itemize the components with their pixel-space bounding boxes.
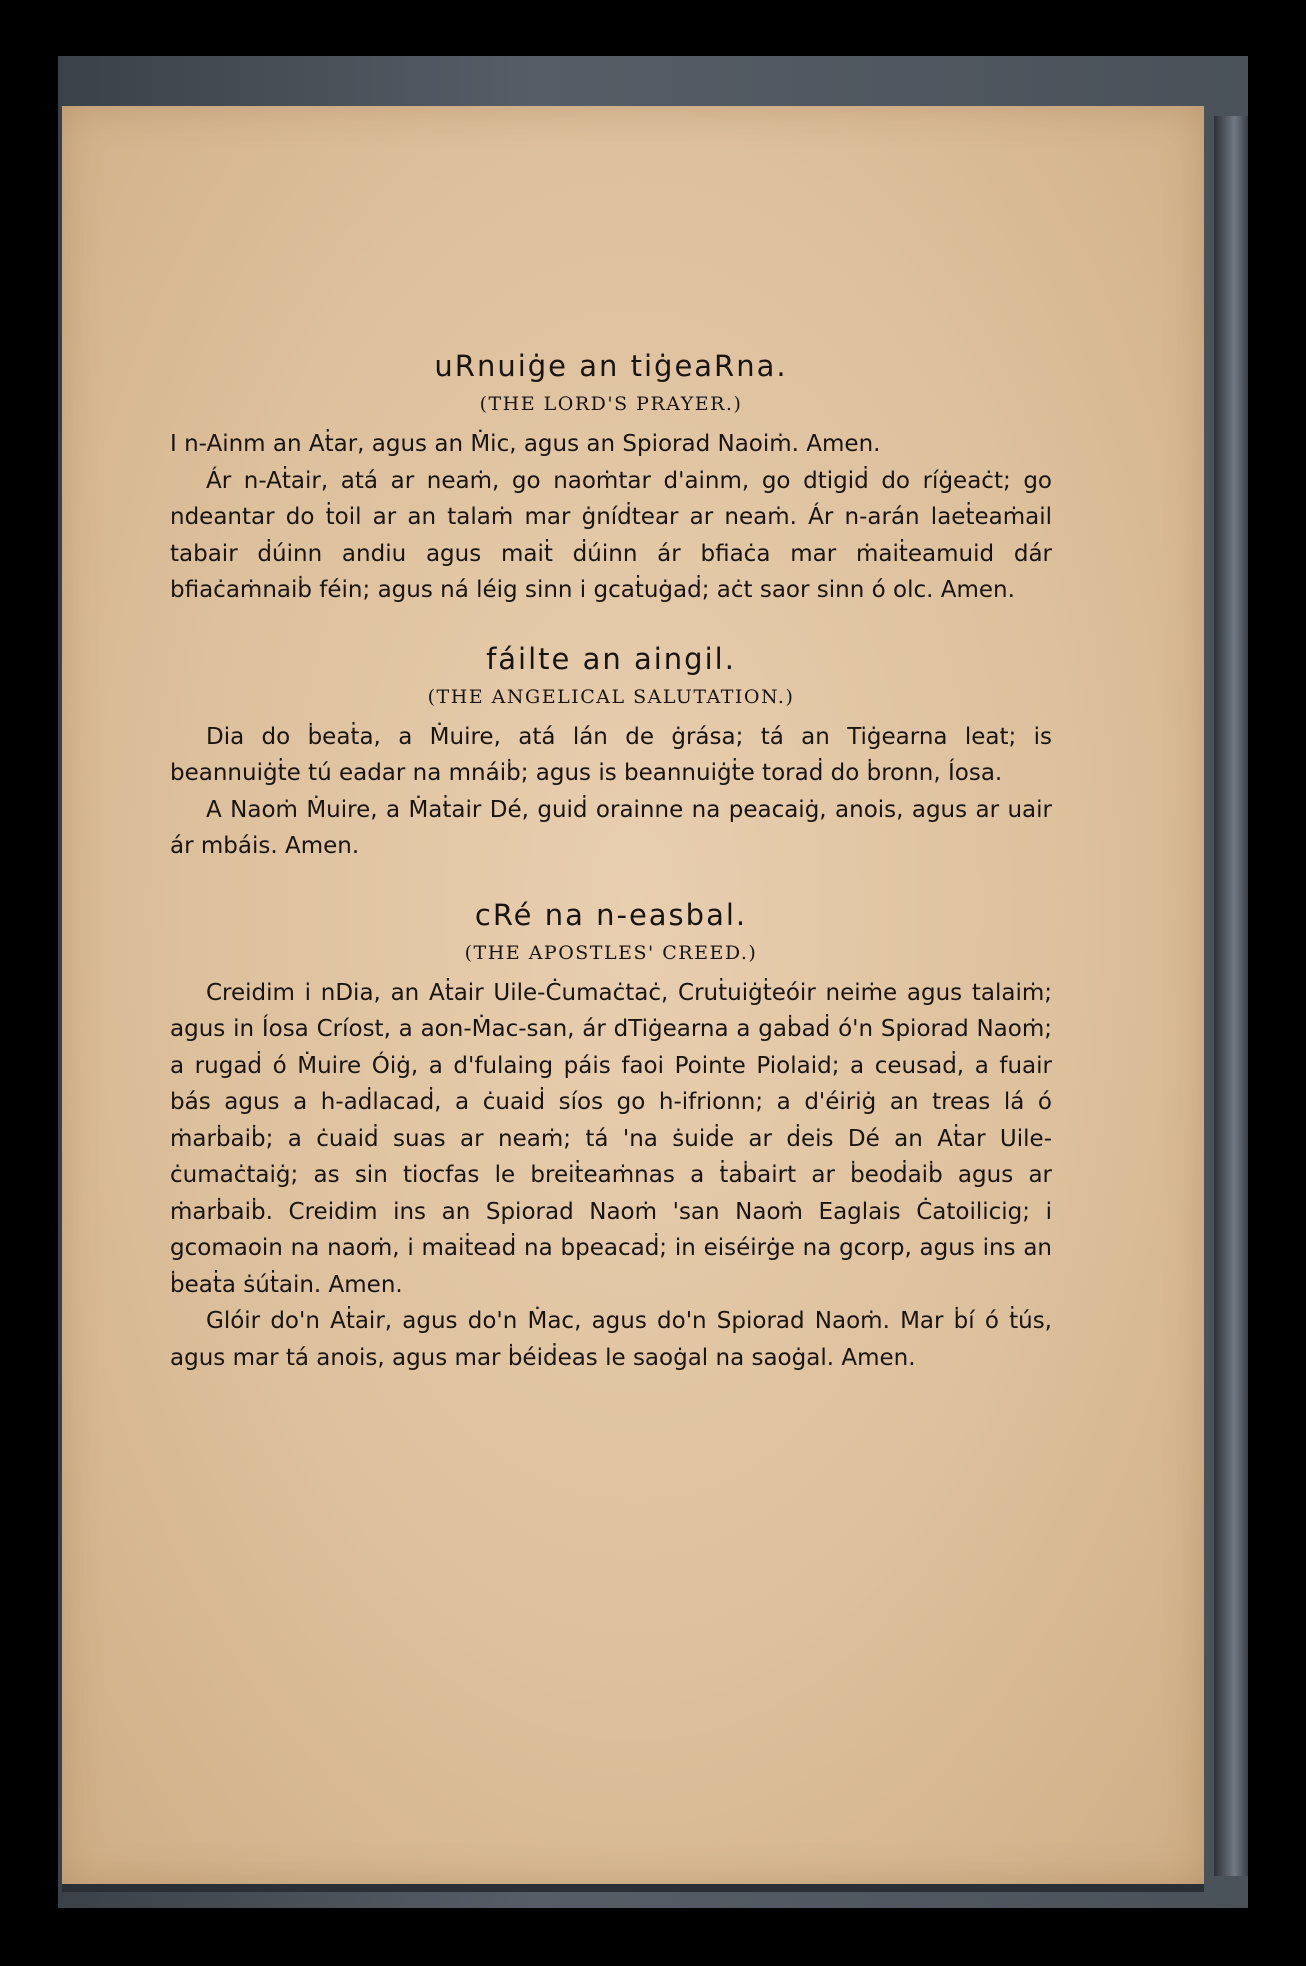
section-title: uRnuiġe an tiġeaRna. bbox=[434, 349, 788, 383]
section-apostles-creed bbox=[170, 895, 1052, 1377]
paragraph: I n-Ainm an Aṫar, agus an Ṁic, agus an Spiorad Naoiṁ. Amen. bbox=[170, 431, 881, 457]
page-content bbox=[170, 346, 1052, 1406]
paragraph: Ár n-Aṫair, atá ar neaṁ, go naoṁtar d'ainm, go dtigiḋ do ríġeaċt; go ndeantar do ṫoil ar an talaṁ mar ġníḋtear ar neaṁ. Ár n-arán laeṫeaṁail tabair ḋúinn andiu agus maiṫ ḋúinn ár bfiaċa mar ṁaiṫeamuid dár bfiaċaṁnaiḃ féin; agus ná léig sinn i gcaṫuġaḋ; aċt saor sinn ó olc. Amen. bbox=[170, 467, 1052, 603]
section-angelical-salutation bbox=[170, 639, 1052, 865]
section-subtitle: (THE APOSTLES' CREED.) bbox=[464, 941, 758, 964]
book-spine-edge bbox=[1214, 116, 1248, 1876]
paragraph: Creidim i nDia, an Aṫair Uile-Ċumaċtaċ, Cruṫuiġṫeóir neiṁe agus talaiṁ; agus in Íosa Críost, a aon-Ṁac-san, ár dTiġearna a gaḃaḋ ó'n Spiorad Naoṁ; a rugaḋ ó Ṁuire Óiġ, a d'fulaing páis faoi Pointe Piolaid; a ceusaḋ, a fuair bás agus a h-aḋlacaḋ, a ċuaiḋ síos go h-ifrionn; a d'éiriġ an treas lá ó ṁarḃaiḃ; a ċuaiḋ suas ar neaṁ; tá 'na ṡuiḋe ar ḋeis Dé an Aṫar Uile-ċumaċtaiġ; as sin tiocfas le breiṫeaṁnas a ṫaḃairt ar ḃeoḋaiḃ agus ar ṁarḃaiḃ. Creidim ins an Spiorad Naoṁ 'san Naoṁ Eaglais Ċatoilicig; i gcomaoin na naoṁ, i maiṫeaḋ na bpeacaḋ; in eiséirġe na gcorp, agus ins an ḃeaṫa ṡúṫain. Amen. bbox=[170, 979, 1052, 1298]
section-subtitle: (THE ANGELICAL SALUTATION.) bbox=[427, 685, 795, 708]
paragraph: Glóir do'n Aṫair, agus do'n Ṁac, agus do'n Spiorad Naoṁ. Mar ḃí ó ṫús, agus mar tá anois, agus mar ḃéiḋeas le saoġal na saoġal. Amen. bbox=[170, 1308, 1052, 1371]
section-lords-prayer bbox=[170, 346, 1052, 609]
section-title: fáilte an aingil. bbox=[486, 641, 736, 676]
paragraph: A Naoṁ Ṁuire, a Ṁaṫair Dé, guiḋ orainne na peacaiġ, anois, agus ar uair ár mbáis. Amen. bbox=[170, 796, 1052, 859]
section-subtitle: (THE LORD'S PRAYER.) bbox=[479, 393, 743, 415]
section-title: cRé na n-easbal. bbox=[474, 897, 748, 932]
paragraph: Dia do ḃeaṫa, a Ṁuire, atá lán de ġrása; tá an Tiġearna leat; is beannuiġṫe tú eadar na mnáiḃ; agus is beannuiġṫe toraḋ do ḃronn, Íosa. bbox=[170, 723, 1052, 786]
